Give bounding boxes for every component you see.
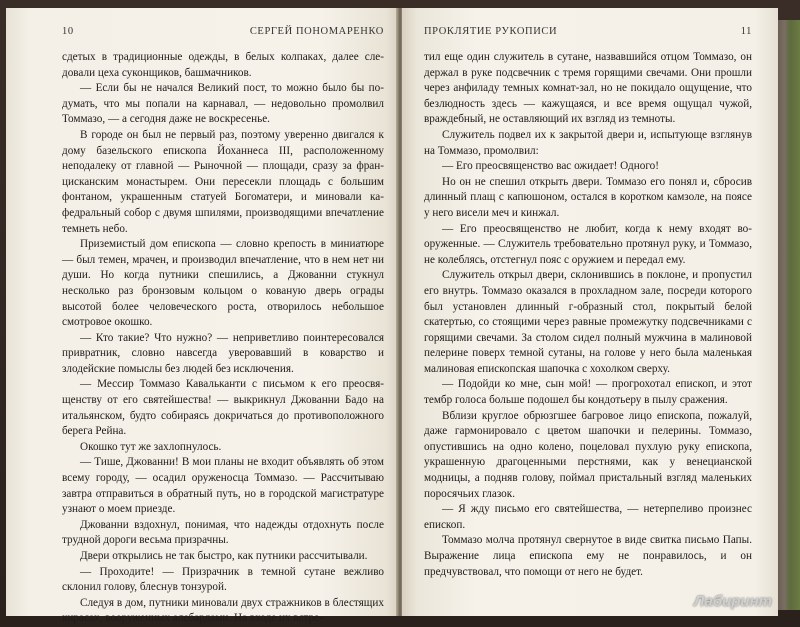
paragraph: Но он не спешил открыть двери. Томмазо его понял и, сбросив длинный плащ с капюшоном, остался в коротком камзоле, на поясе у него висели меч и кинжал. bbox=[424, 175, 752, 219]
right-page bbox=[402, 8, 778, 616]
paragraph: Окошко тут же захлопнулось. bbox=[80, 440, 222, 453]
paragraph: — Тише, Джованни! В мои планы не входит объявлять об этом всему городу, — осадил оруженосца Томмазо. — Рассчитываю завтра отправиться в обратный путь, но в городской магистратуре узнают о моем приезде. bbox=[62, 456, 384, 516]
paragraph: Джованни вздохнул, понимая, что надежды отдохнуть после трудной дороги весьма призрачны. bbox=[62, 518, 384, 547]
left-page-number: 10 bbox=[62, 26, 74, 37]
book-cover-edge bbox=[778, 20, 800, 610]
paragraph: — Мессир Томмазо Кавальканти с письмом к его преосвященству от его святейшества! — выкрикнул Джованни Бадо на итальянском, будто собираясь докричаться до противоположного берега Рейна. bbox=[62, 378, 384, 438]
paragraph: — Его преосвященство не любит, когда к нему входят вооруженные. — Служитель требовательно протянул руку, и Томмазо, не колеблясь, отстегнул пояс с оружием и передал ему. bbox=[424, 222, 752, 266]
paragraph: В городе он был не первый раз, поэтому уверенно двигался к дому базельского епископа Йоханнеса III, расположенному неподалеку от главной — Рыночной — площади, сразу за францисканским монастырем. Они пересекли площадь с большим фонтаном, украшенным статуей Богоматери, и миновали кафедральный собор с двумя шпилями, производящими впечатление темнеть небо. bbox=[62, 128, 384, 235]
paragraph: — Его преосвященство вас ожидает! Одного! bbox=[442, 160, 659, 173]
right-page-number: 11 bbox=[740, 26, 752, 37]
paragraph: — Проходите! — Призрачник в темной сутане вежливо склонил голову, блеснув тонзурой. bbox=[62, 565, 384, 594]
paragraph: — Если бы не начался Великий пост, то можно было бы подумать, что мы попали на карнавал, — недовольно промолвил Томмазо, — а сегодня даже не воскресенье. bbox=[62, 82, 384, 126]
paragraph: Вблизи круглое обрюзгшее багровое лицо епископа, пожалуй, даже гармонировало с цветом шапочки и пелерины. Томмазо, опустившись на одно колено, поцеловал пухлую руку епископа, украшенную драгоценными перстнями, как у венецианской модницы, а подняв голову, поймал пристальный взгляд маленьких поросячьих глазок. bbox=[424, 409, 752, 500]
paragraph: Следуя в дом, путники миновали двух стражников в блестящих кирасах, вооруженных алебардами. На входе их встре- bbox=[62, 596, 384, 625]
paragraph: Приземистый дом епископа — словно крепость в миниатюре — был темен, мрачен, и производил впечатление, что в нем нет ни души. Но когда путники спешились, а Джованни стукнул несколько раз бронзовым кольцом о кованую дверь ограды высотой более человеческого роста, отворилось небольшое смотровое окошко. bbox=[62, 238, 384, 329]
right-page-text bbox=[424, 50, 752, 580]
paragraph: Служитель подвел их к закрытой двери и, испытующе взглянув на Томмазо, промолвил: bbox=[424, 128, 752, 157]
left-page-header bbox=[62, 26, 384, 40]
paragraph: Двери открылись не так быстро, как путники рассчитывали. bbox=[80, 550, 368, 562]
right-page-header bbox=[424, 26, 752, 40]
paragraph: — Я жду письмо его святейшества, — нетерпеливо произнес епископ. bbox=[424, 503, 752, 531]
left-page bbox=[6, 8, 398, 625]
paragraph: Служитель открыл двери, склонившись в поклоне, и пропустил его внутрь. Томмазо оказался в прохладном зале, посреди которого был установлен длинный г-образный стол, покрытый белой скатертью, со стоящими через равные промежутку подсвечниками с горящими свечами. За столом сидел полный мужчина в малиновой пелерине поверх темной сутаны, на голове у него была маленькая малиновая епископская шапочка с хохолком сверху. bbox=[424, 269, 752, 375]
paragraph: сдетых в традиционные одежды, в белых колпаках, далее следовали цеха суконщиков, башмачников. bbox=[62, 51, 384, 79]
labirint-watermark-logo: Лабиринт bbox=[693, 593, 772, 610]
left-page-text bbox=[62, 50, 384, 627]
left-running-head: СЕРГЕЙ ПОНОМАРЕНКО bbox=[249, 26, 384, 37]
paragraph: — Кто такие? Что нужно? — неприветливо поинтересовался привратник, словно навсегда уверовавший в коварство и злодейские помыслы без людей без исключения. bbox=[62, 331, 384, 375]
paragraph: тил еще один служитель в сутане, назвавшийся отцом Томмазо, он держал в руке подсвечник с тремя горящими свечами. Они прошли через анфиладу темных комнат-зал, но не покидало ощущение, что безлюдность здесь — кажущаяся, и все время ощущал чужой, враждебный, не оставляющий их взгляд из темноты. bbox=[424, 51, 752, 126]
paragraph: Томмазо молча протянул свернутое в виде свитка письмо Папы. Выражение лица епископа ему не понравилось, и он предчувствовал, что помощи от него не будет. bbox=[424, 534, 752, 578]
right-running-head: ПРОКЛЯТИЕ РУКОПИСИ bbox=[424, 26, 558, 37]
paragraph: — Подойди ко мне, сын мой! — прогрохотал епископ, и этот тембр голоса больше подошел бы кондотьеру в пылу сражения. bbox=[424, 378, 752, 407]
